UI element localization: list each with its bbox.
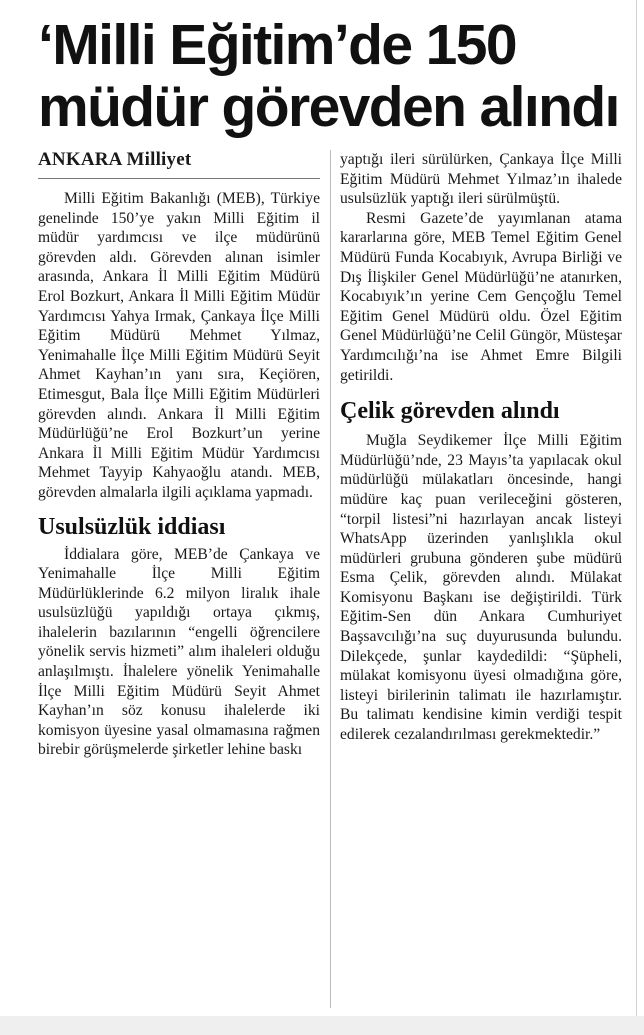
article-left-column (38, 148, 320, 760)
headline-line-1: ‘Milli Eğitim’de 150 (38, 13, 516, 77)
paragraph-allegations-continued: yaptığı ileri sürülürken, Çankaya İlçe Milli Eğitim Müdürü Mehmet Yılmaz’ın ihalede usulsüzlük yaptığı ileri sürülmüştü. (340, 151, 622, 208)
paragraph-intro: Milli Eğitim Bakanlığı (MEB), Türkiye genelinde 150’ye yakın Milli Eğitim il müdür yardımcısı ve ilçe müdürünü görevden aldı. Görevden alınan isimler arasında, Ankara İl Milli Eğitim Müdürü Erol Bozkurt, Ankara İl Milli Eğitim Müdür Yardımcısı Yahya Irmak, Çankaya İlçe Milli Eğitim Müdürü Mehmet Yılmaz, Yenimahalle İlçe Milli Eğitim Müdürü Seyit Ahmet Kayhan’ın yanı sıra, Keçiören, Etimesgut, Bala İlçe Milli Eğitim Müdürleri görevden alındı. Ankara İl Milli Eğitim Müdürlüğü’ne Erol Bozkurt’un yerine Ankara İl Milli Eğitim Müdür Yardımcısı Mehmet Tayyip Kahyaoğlu atandı. MEB, görevden almalarla ilgili açıklama yapmadı. (38, 190, 320, 501)
bottom-band (0, 1016, 644, 1035)
article-right-column (340, 150, 622, 745)
byline: ANKARA Milliyet (38, 148, 320, 179)
headline-line-2: müdür görevden alındı (38, 75, 619, 139)
headline (38, 14, 638, 138)
paragraph-celik: Muğla Seydikemer İlçe Milli Eğitim Müdürlüğü’nde, 23 Mayıs’ta yapılacak okul müdürlüğü mülakatları öncesinde, hangi müdüre kaç puan verileceğini gösteren, “torpil listesi”ni hazırlayan ancak listeyi WhatsApp üzerinden yanlışlıkla okul müdürleri grubuna gönderen şube müdürü Esma Çelik, görevden alındı. Mülakat Komisyonu Başkanı ise değiştirildi. Türk Eğitim-Sen dün Ankara Cumhuriyet Başsavcılığı’na suç duyurusunda bulundu. Dilekçede, şunlar kaydedildi: “Şüpheli, mülakat komisyonu üyesi olmadığına göre, listeyi birilerinin talimatı ile hazırlamıştır. Bu talimatı kendisine kimin verdiği tespit edilerek cezalandırılması gerekmektedir.” (340, 432, 622, 744)
column-divider (330, 150, 331, 1008)
paragraph-appointments: Resmi Gazete’de yayımlanan atama kararlarına göre, MEB Temel Eğitim Genel Müdürü Funda Kocabıyık, Avrupa Birliği ve Dış İlişkiler Genel Müdürlüğü’ne atanırken, Kocabıyık’ın yerine Cem Gençoğlu Temel Eğitim Genel Müdürü oldu. Özel Eğitim Genel Müdürlüğü’ne Celil Güngör, Müsteşar Yardımcılığı’na ise Ahmet Emre Bilgili getirildi. (340, 209, 622, 384)
page-edge-rule (636, 0, 637, 1035)
paragraph-allegations: İddialara göre, MEB’de Çankaya ve Yenimahalle İlçe Milli Eğitim Müdürlüklerinde 6.2 milyon liralık ihale usulsüzlüğü yapıldığı ortaya çıkmış, ihalelerin bazılarının “engelli öğrencilere yönelik servis hizmeti” alım ihaleleri olduğu anlaşılmıştı. İhalelere yönelik Yenimahalle İlçe Milli Eğitim Müdürü Seyit Ahmet Kayhan’ın söz konusu ihalelerde iki komisyon üyesine yasal olmamasına rağmen birebir görüşmelerde şirketler lehine baskı (38, 545, 320, 759)
subhead-celik: Çelik görevden alındı (340, 398, 560, 425)
subhead-usulsuzluk: Usulsüzlük iddiası (38, 513, 226, 540)
